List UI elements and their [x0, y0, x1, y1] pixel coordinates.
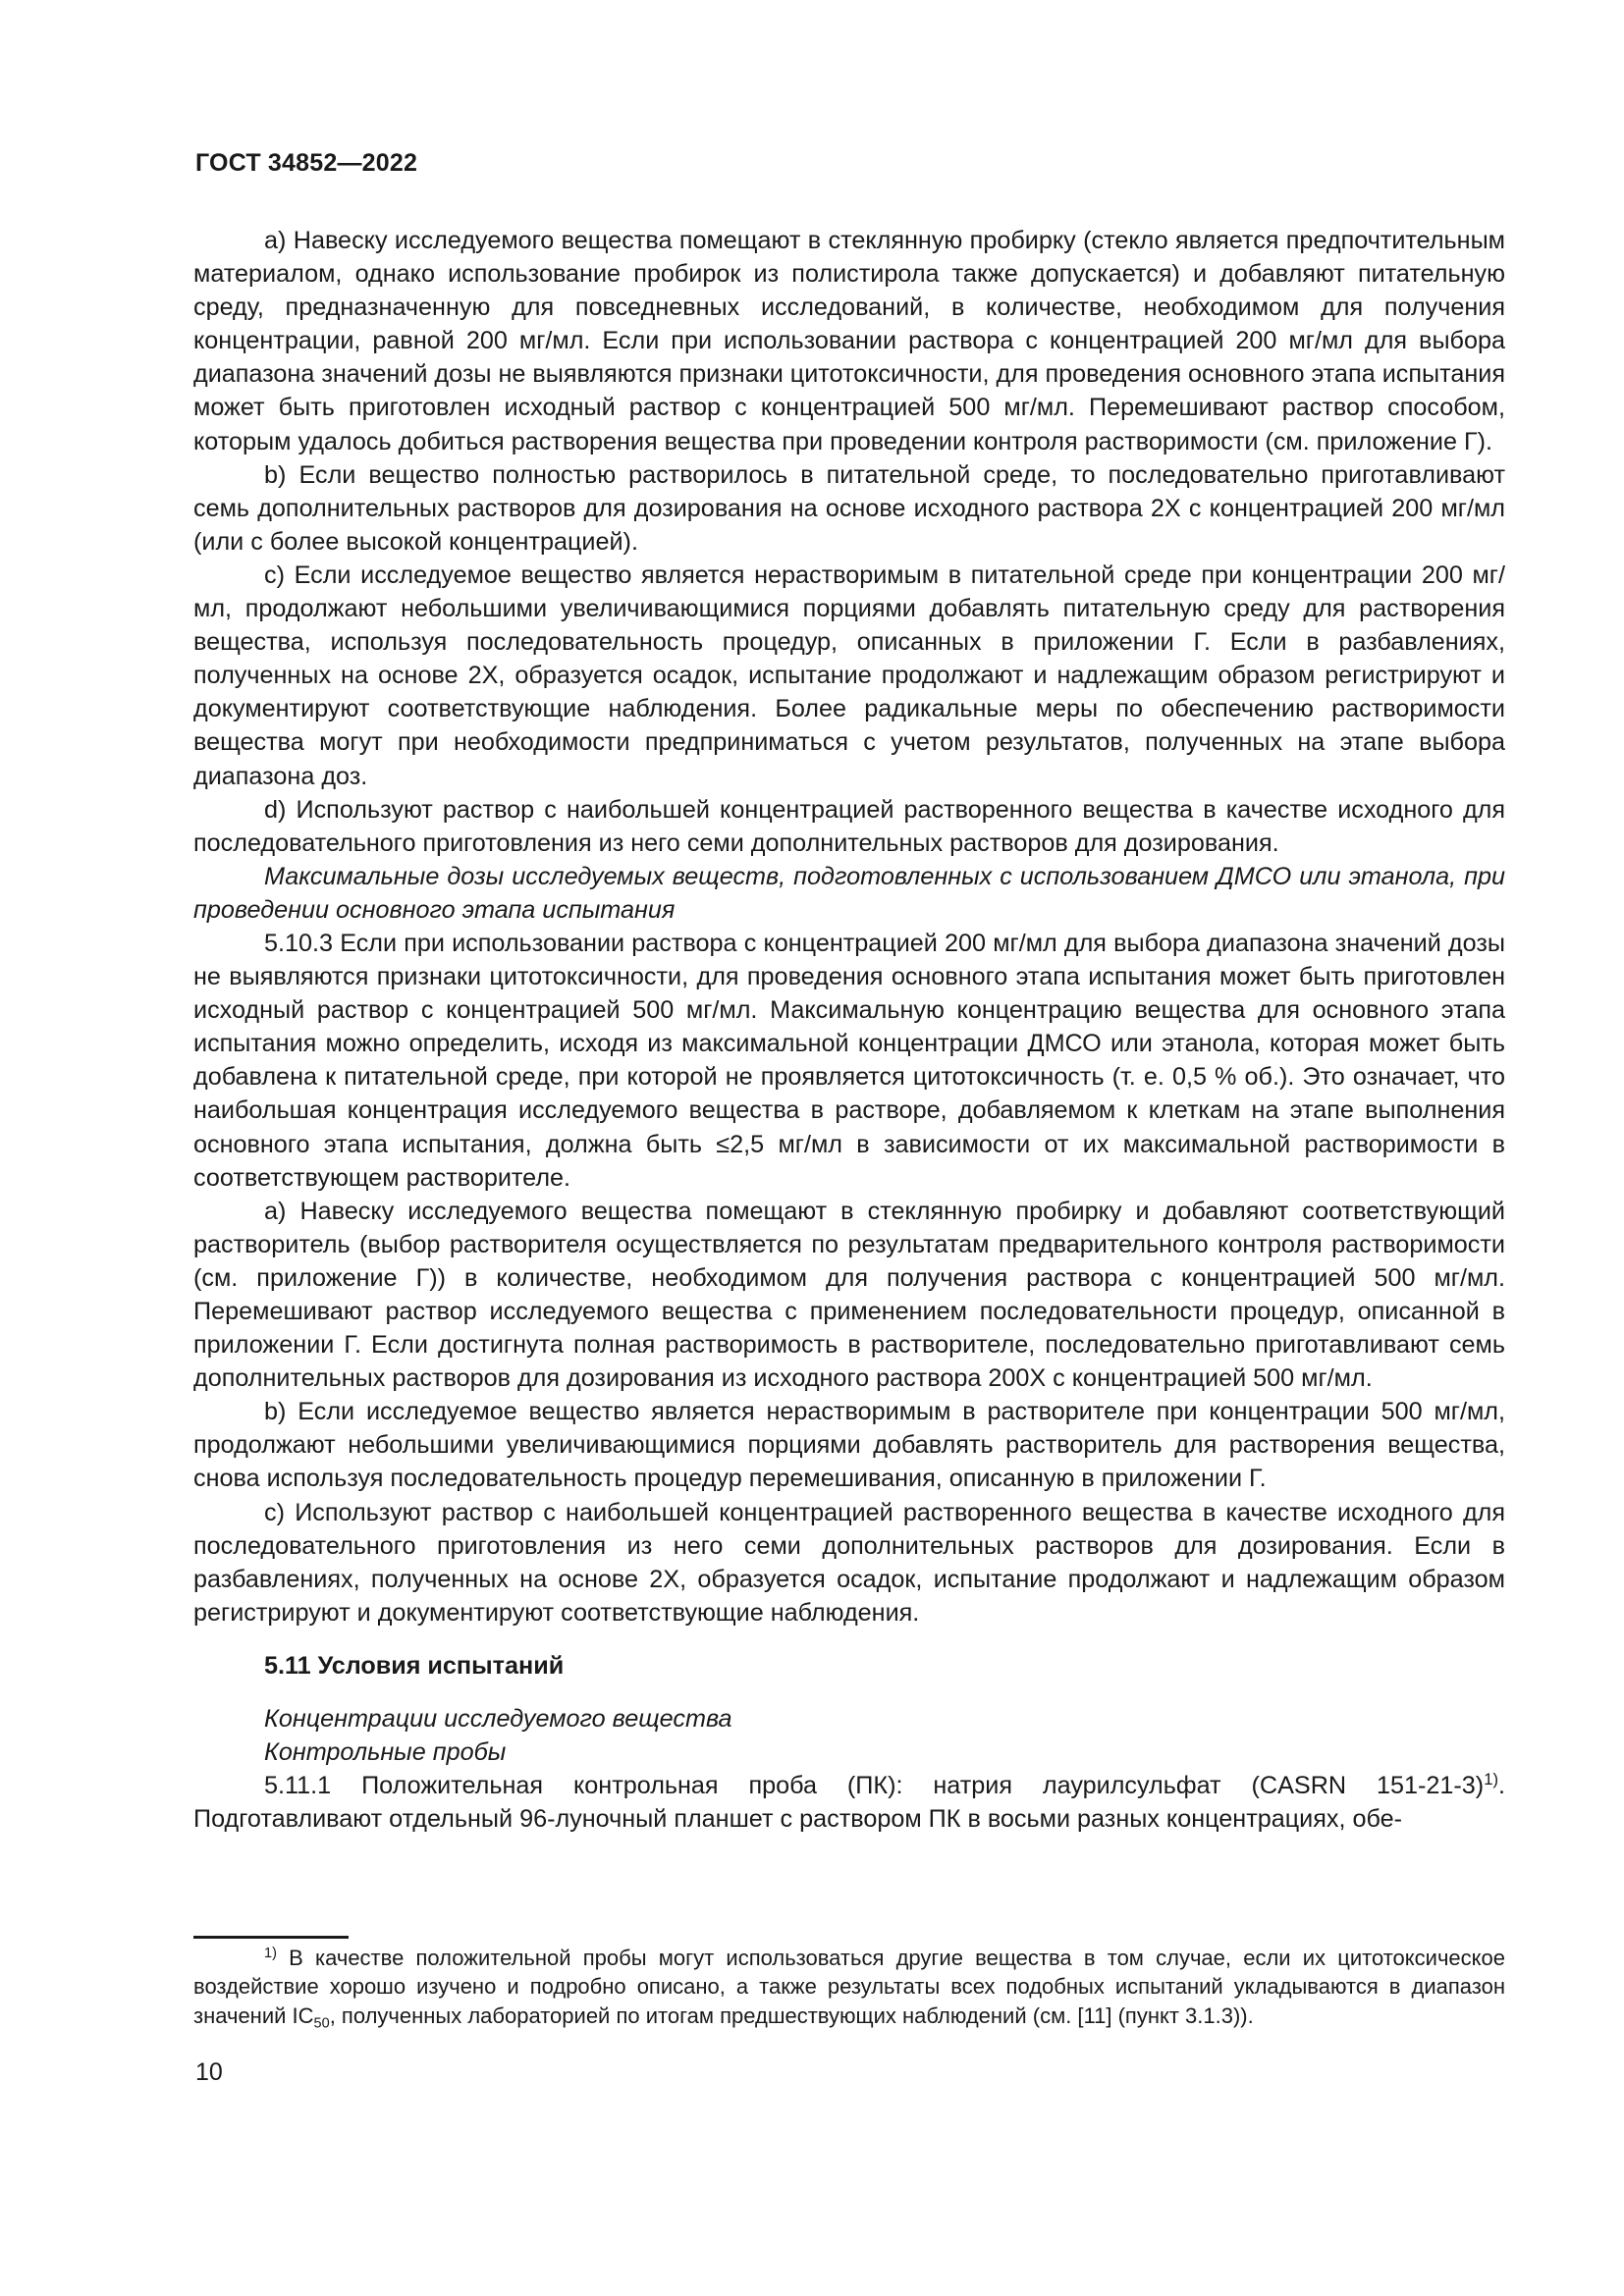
document-designation: ГОСТ 34852—2022: [195, 149, 418, 177]
page-number: 10: [195, 2058, 223, 2086]
footnote-separator: [193, 1936, 349, 1939]
paragraph-d-aqueous: d) Используют раствор с наибольшей концентрацией растворенного вещества в качестве исходного для последовательного приготовления из него семи дополнительных растворов для дозирования.: [193, 795, 1505, 857]
footnotes: [193, 1944, 1505, 2030]
paragraph-b-solvent: b) Если исследуемое вещество является нерастворимым в растворителе при концентрации 500 мг/мл, продолжают небольшими увеличивающимися порциями добавлять растворитель для растворения вещества, снова используя последовательность процедур перемешивания, описанную в приложении Г.: [193, 1398, 1505, 1493]
italic-subheading-concentrations: Концентрации исследуемого вещества: [264, 1705, 732, 1734]
main-text: [193, 224, 1505, 1836]
paragraph-a-aqueous: a) Навеску исследуемого вещества помещают в стеклянную пробирку (стекло является предпочтительным материалом, однако использование пробирок из полистирола также допускается) и добавляют питательную среду, предназначенную для повседневных исследований, в количестве, необходимом для получения концентрации, равной 200 мг/мл. Если при использовании раствора с концентрацией 200 мг/мл для выбора диапазона значений дозы не выявляются признаки цитотоксичности, для проведения основного этапа испытания может быть приготовлен исходный раствор с концентрацией 500 мг/мл. Перемешивают раствор способом, которым удалось добиться растворения вещества при проведении контроля растворимости (см. приложение Г).: [193, 227, 1505, 455]
paragraph-5-11-1-text: 5.11.1 Положительная контрольная проба (ПК): натрия лаурилсульфат (CASRN 151-21-3): [264, 1772, 1485, 1800]
paragraph-5-11-1: [193, 1769, 1505, 1836]
footnote-text: В качестве положительной пробы могут использоваться другие вещества в том случае, если их цитотоксическое воздействие хорошо изучено и подробно описано, а также результаты всех подобных испытаний укладываются в диапазон значений IC: [193, 1946, 1505, 2028]
paragraph-c-solvent: c) Используют раствор с наибольшей концентрацией растворенного вещества в качестве исходного для последовательного приготовления из него семи дополнительных растворов для дозирования. Если в разбавлениях, полученных на основе 2Х, образуется осадок, испытание продолжают и надлежащим образом регистрируют и документируют соответствующие наблюдения.: [193, 1498, 1505, 1627]
paragraph-5-11-1-continuation: . Подготавливают отдельный 96-луночный планшет с раствором ПК в восьми разных концентрациях, обе-: [193, 1772, 1505, 1834]
section-heading-5-11: 5.11 Условия испытаний: [264, 1651, 565, 1680]
paragraph-b-aqueous: b) Если вещество полностью растворилось в питательной среде, то последовательно приготавливают семь дополнительных растворов для дозирования на основе исходного раствора 2Х с концентрацией 200 мг/мл (или с более высокой концентрацией).: [193, 460, 1505, 556]
footnote-marker: 1): [264, 1946, 277, 1962]
paragraph-5-10-3: 5.10.3 Если при использовании раствора с концентрацией 200 мг/мл для выбора диапазона значений дозы не выявляются признаки цитотоксичности, для проведения основного этапа испытания может быть приготовлен исходный раствор с концентрацией 500 мг/мл. Максимальную концентрацию вещества для основного этапа испытания можно определить, исходя из максимальной концентрации ДМСО или этанола, которая может быть добавлена к питательной среде, при которой не проявляется цитотоксичность (т. е. 0,5 % об.). Это означает, что наибольшая концентрация исследуемого вещества в растворе, добавляемом к клеткам на этапе выполнения основного этапа испытания, должна быть ≤2,5 мг/мл в зависимости от их максимальной растворимости в соответствующем растворителе.: [193, 929, 1505, 1192]
ic50-subscript: 50: [313, 2014, 330, 2031]
italic-subheading-controls: Контрольные пробы: [264, 1738, 507, 1767]
paragraph-a-solvent: a) Навеску исследуемого вещества помещают в стеклянную пробирку и добавляют соответствующий растворитель (выбор растворителя осуществляется по результатам предварительного контроля растворимости (см. приложение Г)) в количестве, необходимом для получения раствора с концентрацией 500 мг/мл. Перемешивают раствор исследуемого вещества с применением последовательности процедур, описанной в приложении Г. Если достигнута полная растворимость в растворителе, последовательно приготавливают семь дополнительных растворов для дозирования из исходного раствора 200Х с концентрацией 500 мг/мл.: [193, 1197, 1505, 1393]
footnote-text-end: , полученных лабораторией по итогам предшествующих наблюдений (см. [11] (пункт 3.1.3)).: [329, 2002, 1254, 2028]
footnote-reference-1[interactable]: 1): [1484, 1770, 1498, 1789]
footnote-1: [193, 1944, 1505, 2030]
italic-subheading-max-doses: Максимальные дозы исследуемых веществ, подготовленных с использованием ДМСО или этанола, при проведении основного этапа испытания: [193, 862, 1505, 924]
paragraph-c-aqueous: c) Если исследуемое вещество является нерастворимым в питательной среде при концентрации 200 мг/мл, продолжают небольшими увеличивающимися порциями добавлять питательную среду для растворения вещества, используя последовательность процедур, описанных в приложении Г. Если в разбавлениях, полученных на основе 2Х, образуется осадок, испытание продолжают и надлежащим образом регистрируют и документируют соответствующие наблюдения. Более радикальные меры по обеспечению растворимости вещества могут при необходимости предприниматься с учетом результатов, полученных на этапе выбора диапазона доз.: [193, 561, 1505, 790]
